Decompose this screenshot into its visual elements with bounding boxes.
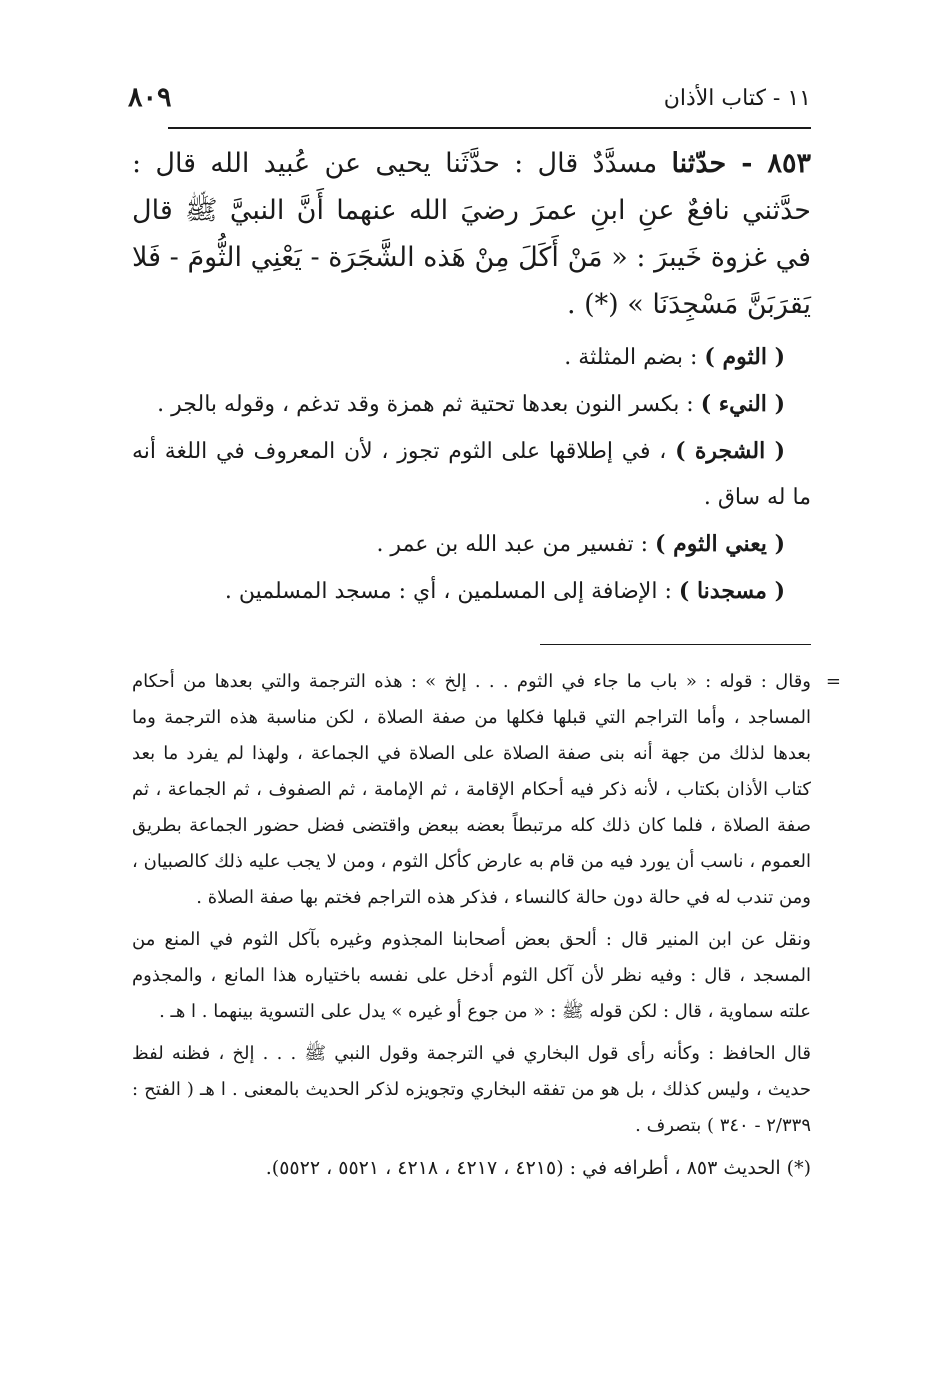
gloss-term: ( مسجدنا ): [678, 578, 785, 604]
hadith-paragraph: [132, 140, 811, 328]
gloss-item: [132, 334, 811, 381]
gloss-term: ( الثوم ): [704, 344, 785, 370]
gloss-text: ، في إطلاقها على الثوم تجوز ، لأن المعروف في اللغة أنه ما له ساق .: [132, 439, 811, 510]
hadith-cross-reference: (*) الحديث ٨٥٣ ، أطرافه في : (٤٢١٥ ، ٤٢١٧ ، ٤٢١٨ ، ٥٥٢١ ، ٥٥٢٢).: [265, 1157, 811, 1179]
gloss-term: ( النيء ): [700, 391, 785, 417]
gloss-term: ( يعني الثوم ): [655, 531, 785, 557]
gloss-item: [132, 521, 811, 568]
gloss-item: [132, 428, 811, 521]
gloss-text: : بضم المثلثة .: [564, 345, 705, 370]
gloss-term: ( الشجرة ): [675, 438, 785, 464]
gloss-text: : الإضافة إلى المسلمين ، أي : مسجد المسلمين .: [224, 579, 679, 604]
footnote-text: وقال : قوله : « باب ما جاء في الثوم . . . إلخ » : هذه الترجمة والتي بعدها من أحكام المساجد ، وأما التراجم التي قبلها فكلها من صفة الصلاة ، لكن مناسبة هذه الترجمة وما بعدها لذلك من جهة أنه بنى صفة الصلاة على الصلاة في الجماعة ، ولهذا لم يفرد ما بعد كتاب الأذان بكتاب ، لأنه ذكر فيه أحكام الإقامة ، ثم الإمامة ، ثم الصفوف ، ثم الجماعة ، ثم صفة الصلاة ، فلما كان ذلك كله مرتبطاً بعضه ببعض واقتضى فضل حضور الجماعة بطريق العموم ، ناسب أن يورد فيه من قام به عارض كأكل الثوم ، ومن لا يجب عليه ذلك كالصبيان ، ومن تندب له في حالة دون حالة كالنساء ، فذكر هذه التراجم فختم بها صفة الصلاة .: [132, 671, 811, 908]
page-number: ٨٠٩: [128, 82, 172, 113]
gloss-text: : تفسير من عبد الله بن عمر .: [376, 532, 656, 557]
footnote-paragraph: [132, 664, 841, 916]
footnote-paragraph: قال الحافظ : وكأنه رأى قول البخاري في الترجمة وقول النبي ﷺ . . . إلخ ، فظنه لفظ حديث ، وليس كذلك ، بل هو من تفقه البخاري وتجويزه لذكر الحديث بالمعنى . ا هـ ( الفتح : ٢/٣٣٩ - ٣٤٠ ) بتصرف .: [132, 1043, 811, 1136]
gloss-item: [132, 381, 811, 428]
gloss-text: : بكسر النون بعدها تحتية ثم همزة وقد تدغم ، وقوله بالجر .: [157, 392, 701, 417]
gloss-item: [132, 568, 811, 615]
hadith-text: مسدَّدٌ قال : حدَّثَنا يحيى عن عُبيد الله قال : حدَّثني نافعٌ عنِ ابنِ عمرَ رضيَ الله عنهما أَنَّ النبيَّ ﷺ قال في غزوة خَيبرَ : « مَنْ أَكَلَ مِنْ هَذه الشَّجَرَة - يَعْنِي الثُّومَ - فَلا يَقرَبَنَّ مَسْجِدَنَا » (*) .: [132, 148, 811, 320]
running-header-chapter: ١١ - كتاب الأذان: [663, 86, 811, 111]
glosses: [132, 334, 811, 615]
footnote-separator: [540, 644, 811, 645]
footnotes: [132, 664, 841, 1192]
footnote-paragraph: ونقل عن ابن المنير قال : ألحق بعض أصحابنا المجذوم وغيره بآكل الثوم في المنع من المسجد ، قال : وفيه نظر لأن آكل الثوم أدخل على نفسه باختياره هذا المانع ، والمجذوم علته سماوية ، قال : لكن قوله ﷺ : « من جوع أو غيره » يدل على التسوية بينهما . ا هـ .: [132, 929, 811, 1022]
hadith-number: ٨٥٣ - حدّثنا: [671, 148, 811, 179]
header-rule: [168, 127, 811, 129]
main-text: [132, 140, 811, 615]
continuation-mark: =: [825, 671, 841, 692]
